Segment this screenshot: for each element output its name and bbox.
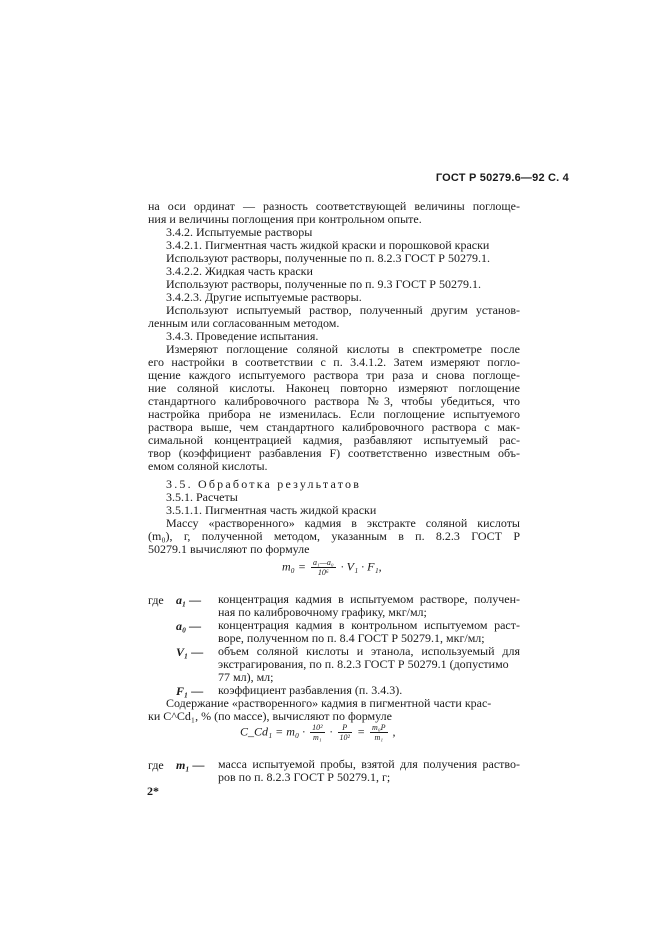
formula-fraction [310,723,324,742]
text-line: масса испытуемой пробы, взятой для получения раство- [218,757,520,771]
text-line: Содержание «растворенного» кадмия в пигментной части крас- [166,696,492,710]
section-heading: 3.5.1.1. Пигментная часть жидкой краски [166,503,377,517]
fraction-denominator: 10⁶ [317,568,329,577]
text-line: ленным или согласованным методом. [148,316,340,330]
text-line: щение каждого испытуемого раствора три раза и снова поглоще- [148,368,520,382]
var-a1: a₁ — [176,593,202,607]
page-number: 2* [147,784,159,798]
text-line: концентрация кадмия в контрольном испытуемом раст- [218,618,520,632]
fraction-numerator: m₀P [372,723,386,732]
var-a0: a₀ — [176,619,202,633]
var-f1: F₁ — [176,684,204,698]
var-m1: m₁ — [176,758,205,772]
text-line: симальной концентрацией кадмия, разбавляют испытуемый рас- [148,433,520,447]
fraction-denominator: m₁ [313,733,322,742]
text-line: раствора выше, чем стандартного калибровочного раствора с мак- [148,420,520,434]
section-heading: 3.4.2. Испытуемые растворы [166,225,313,239]
text-line: емом соляной кислоты. [148,459,268,473]
text-line: ки C^Cd₁, % (по массе), вычисляют по формуле [148,709,392,723]
formula-fraction [370,723,387,742]
fraction-numerator: a₁—a₀ [312,558,334,567]
page-header: ГОСТ Р 50279.6—92 С. 4 [435,172,569,184]
text-line: ров по п. 8.2.3 ГОСТ Р 50279.1, г; [218,770,391,784]
formula-operator: · [329,724,333,739]
text-line: Измеряют поглощение соляной кислоты в спектрометре после [166,342,520,356]
text-line: Используют растворы, полученные по п. 8.2.3 ГОСТ Р 50279.1. [166,251,490,265]
formula-lhs: m₀ = [282,559,306,574]
text-line: ние соляной кислоты. Наконец повторно измеряют поглощение [148,381,520,395]
where-label: где [148,593,164,607]
formula-m0 [282,558,382,577]
text-line: его настройки в соответствии с п. 3.4.1.2. Затем измеряют погло- [148,355,520,369]
text-line: (m₀), г, полученной методом, указанным в п. 8.2.3 ГОСТ Р [148,529,520,543]
formula-fraction [338,723,352,742]
section-heading: 3.5. Обработка результатов [166,477,362,491]
text-line: 77 мл), мл; [218,670,274,684]
formula-end: , [392,724,396,739]
text-line: твор (коэффициент разбавления F) соответственно известным объ- [148,446,520,460]
fraction-numerator: 10² [312,723,323,732]
section-heading: 3.4.2.2. Жидкая часть краски [166,264,313,278]
text-line: коэффициент разбавления (п. 3.4.3). [218,683,403,697]
where-label: где [148,758,164,772]
section-heading: 3.5.1. Расчеты [166,490,238,504]
fraction-numerator: P [338,723,352,733]
fraction-denominator: 10² [339,733,350,742]
formula-equals: = [356,724,366,739]
text-line: настройка прибора не изменилась. Если поглощение испытуемого [148,407,520,421]
text-line: объем соляной кислоты и этанола, используемый для [218,644,520,658]
text-line: воре, полученном по п. 8.4 ГОСТ Р 50279.1, мкг/мл; [218,631,485,645]
section-heading: 3.4.2.1. Пигментная часть жидкой краски и порошковой краски [166,238,490,252]
formula-lhs: C_Cd₁ = m₀ · [240,724,306,739]
fraction-denominator: m₁ [374,733,384,742]
text-line: на оси ординат — разность соответствующей величины поглоще- [148,199,520,213]
text-line: 50279.1 вычисляют по формуле [148,542,310,556]
text-line: ния и величины поглощения при контрольном опыте. [148,212,422,226]
formula-rhs: · V₁ · F₁, [340,559,382,574]
text-line: ная по калибровочному графику, мкг/мл; [218,605,427,619]
var-v1: V₁ — [176,645,204,659]
section-heading: 3.4.3. Проведение испытания. [166,329,319,343]
text-line: стандартного калибровочного раствора №3, чтобы убедиться, что [148,394,520,408]
text-line: экстрагирования, по п. 8.2.3 ГОСТ Р 50279.1 (допустимо [218,657,509,671]
text-line: Используют испытуемый раствор, полученный другим установ- [166,303,520,317]
section-heading: 3.4.2.3. Другие испытуемые растворы. [166,290,362,304]
formula-fraction [311,558,336,577]
text-line: концентрация кадмия в испытуемом растворе, получен- [218,592,520,606]
formula-ccd [240,723,396,742]
text-line: Массу «растворенного» кадмия в экстракте соляной кислоты [166,516,520,530]
text-line: Используют растворы, полученные по п. 9.3 ГОСТ Р 50279.1. [166,277,481,291]
